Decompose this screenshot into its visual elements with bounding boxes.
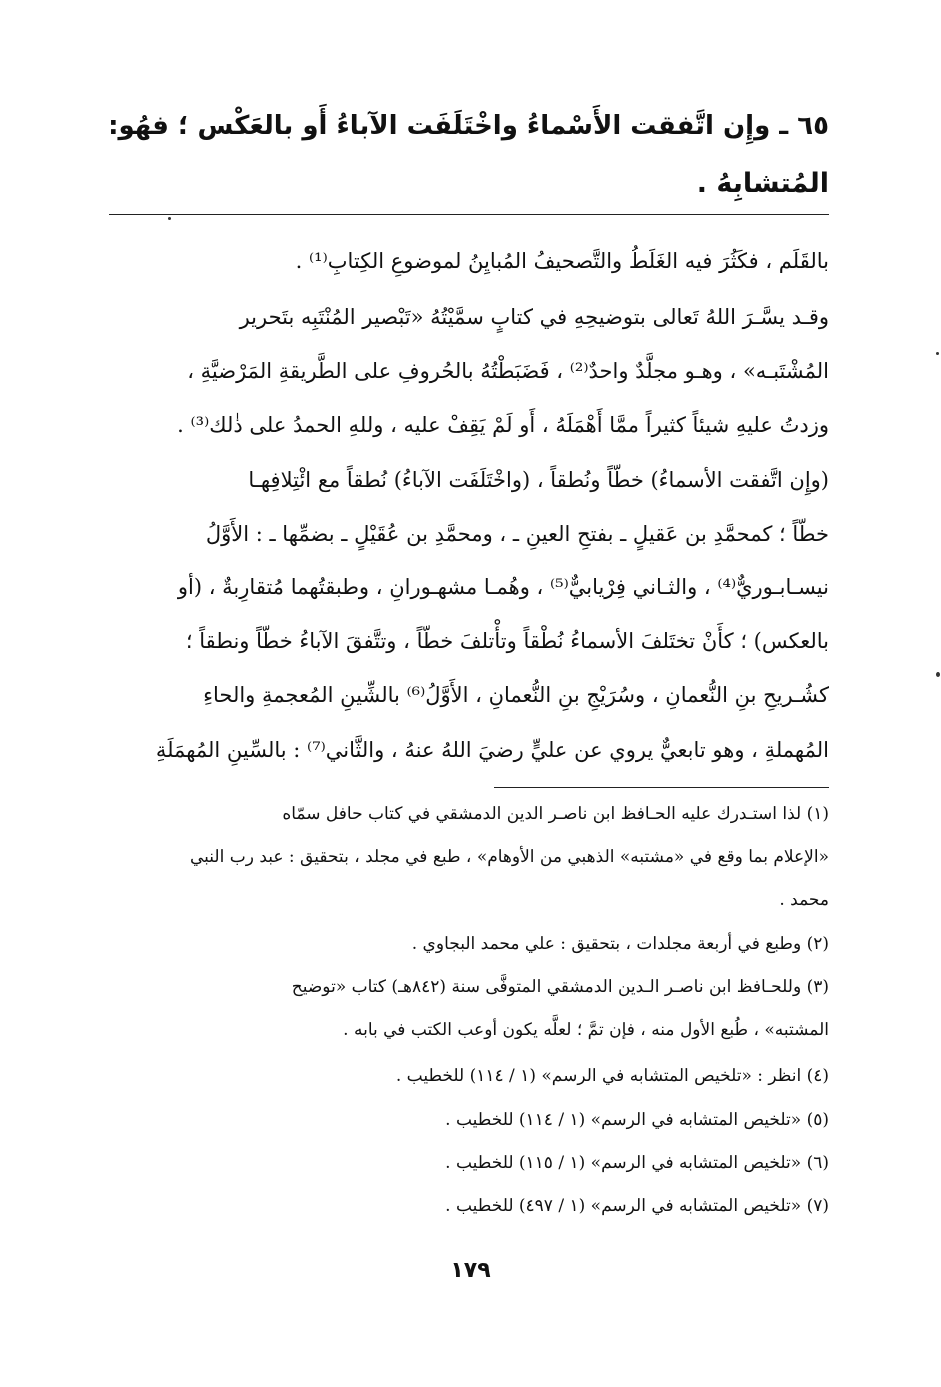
footnote-line: المشتبه» ، طُبع الأول منه ، فإن تمَّ ؛ لعلَّه يكون أوعب الكتب في بابه .: [343, 1020, 829, 1040]
body-line: نيسـابـوريٌّ⁽⁴⁾ ، والثـاني فِرْيابيٌّ⁽⁵⁾ ، وهُمـا مشهـورانِ ، وطبقتُهما مُتقارِبةٌ ، (أو: [177, 575, 829, 599]
body-line: (وإِن اتَّفقت الأسماءُ) خطّاً ونُطقاً ، (واخْتَلَفَت الآباءُ) نُطقاً مع ائْتِلافِهـا: [248, 468, 829, 492]
body-line: كشُـريحِ بنِ النُّعمانِ ، وسُرَيْجِ بنِ النُّعمانِ ، الأَوَّلُ⁽⁶⁾ بالشِّينِ المُعجمةِ والحاءِ: [203, 683, 829, 707]
body-line: بالقَلَم ، فكَثُرَ فيه الغَلَطُ والتَّصحيفُ المُبايِنُ لموضوعِ الكِتابِ⁽¹⁾ .: [295, 249, 829, 273]
page-number: ١٧٩: [450, 1258, 491, 1283]
footnote-line: (٥) «تلخيص المتشابه في الرسم» (١ / ١١٤) للخطيب .: [445, 1110, 829, 1130]
footnote-divider: [494, 787, 829, 788]
scan-speck: [936, 352, 939, 355]
footnote-line: (٣) وللحـافظ ابن ناصـر الـدين الدمشقي المتوفَّى سنة (٨٤٢هـ) كتاب «توضيح: [291, 977, 829, 997]
footnote-line: (٦) «تلخيص المتشابه في الرسم» (١ / ١١٥) للخطيب .: [445, 1153, 829, 1173]
body-line: المُشْتَبـه» ، وهـو مجلَّدٌ واحدٌ⁽²⁾ ، فَضَبَطْتُهُ بالحُروفِ على الطَّريقةِ المَرْضيَّةِ ،: [187, 359, 829, 383]
footnote-line: (١) لذا استـدرك عليه الحـافظ ابن ناصـر الدين الدمشقي في كتاب حافل سمّاه: [282, 804, 829, 824]
section-heading-line-1: ٦٥ ـ وإِن اتَّفقت الأَسْماءُ واخْتَلَفَت الآباءُ أَو بالعَكْس ؛ فهُو:: [108, 111, 829, 141]
footnote-line: «الإعلام بما وقع في «مشتبه» الذهبي من الأوهام» ، طبع في مجلد ، بتحقيق : عبد رب النبي: [189, 847, 829, 867]
body-line: خطّاً ؛ كمحمَّدِ بن عَقيلٍ ـ بفتحِ العينِ ـ ، ومحمَّدِ بن عُقَيْلٍ ـ بضمِّها ـ : الأَوَّلُ: [205, 522, 829, 546]
footnote-line: محمد .: [779, 890, 829, 910]
footnote-line: (٧) «تلخيص المتشابه في الرسم» (١ / ٤٩٧) للخطيب .: [445, 1196, 829, 1216]
scan-speck: [168, 217, 171, 220]
scan-speck: [936, 672, 940, 677]
footnote-line: (٢) وطبع في أربعة مجلدات ، بتحقيق : علي محمد البجاوي .: [411, 934, 829, 954]
section-heading-line-2: المُتشابِهُ .: [696, 168, 829, 199]
body-line: وقـد يسَّـرَ اللهُ تَعالى بتوضيحِهِ في كتابٍ سمَّيْتُهُ «تَبْصير المُنْتَبِه بتَحرير: [239, 305, 829, 329]
footnote-line: (٤) انظر : «تلخيص المتشابه في الرسم» (١ / ١١٤) للخطيب .: [395, 1066, 829, 1086]
heading-divider: [109, 214, 829, 215]
body-line: المُهملةِ ، وهو تابعيٌّ يروي عن عليٍّ رضيَ اللهُ عنهُ ، والثَّاني⁽⁷⁾ : بالسِّينِ المُهمَلَةِ: [155, 738, 829, 762]
body-line: وزدتُ عليهِ شيئاً كثيراً ممَّا أَهْمَلَهُ ، أَو لَمْ يَقِفْ عليه ، وللهِ الحمدُ على ذٰلك⁽³⁾ .: [177, 413, 829, 437]
body-line: بالعكس) ؛ كأَنْ تختَلفَ الأسماءُ نُطْقاً وتأْتلفَ خطّاً ، وتتَّفقَ الآباءُ خطّاً ونطقاً ؛: [185, 629, 829, 653]
